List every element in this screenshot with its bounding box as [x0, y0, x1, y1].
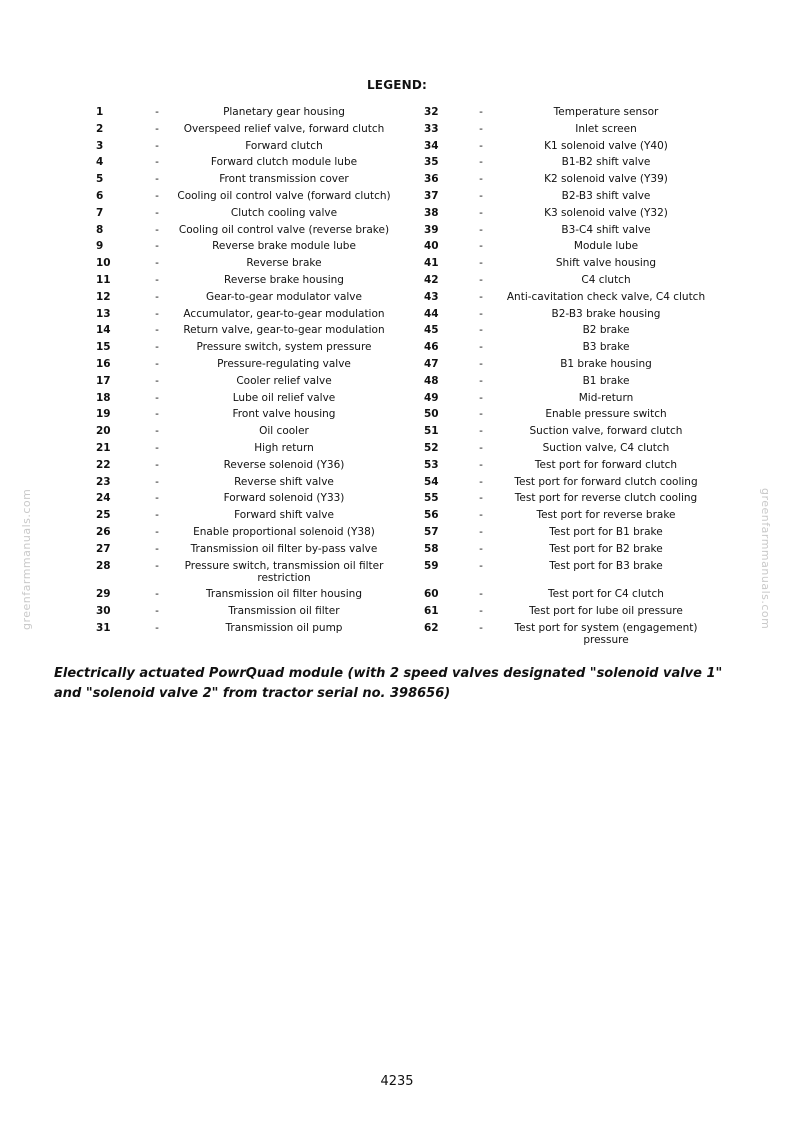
legend-right-dash: -	[479, 122, 483, 135]
legend-left-number: 15	[96, 341, 111, 354]
legend-right-dash: -	[479, 139, 483, 152]
legend-left-description: Reverse shift valve	[234, 475, 334, 488]
legend-right-number: 42	[424, 273, 439, 286]
legend-left-dash: -	[155, 273, 159, 286]
legend-right-description: K2 solenoid valve (Y39)	[544, 173, 668, 186]
legend-row	[0, 406, 794, 423]
legend-left-number: 31	[96, 621, 111, 634]
page-number: 4235	[380, 1074, 414, 1089]
legend-right-number: 35	[424, 156, 439, 169]
legend-left-description: Transmission oil filter housing	[206, 588, 362, 601]
legend-right-number: 34	[424, 139, 439, 152]
legend-left-dash: -	[155, 441, 159, 454]
legend-right-dash: -	[479, 475, 483, 488]
legend-row	[0, 188, 794, 205]
legend-left-number: 7	[96, 206, 104, 219]
legend-row	[0, 322, 794, 339]
legend-left-number: 29	[96, 588, 111, 601]
legend-left-number: 20	[96, 425, 111, 438]
legend-right-number: 37	[424, 189, 439, 202]
legend-left-description: Gear-to-gear modulator valve	[206, 290, 362, 303]
legend-row	[0, 356, 794, 373]
legend-left-dash: -	[155, 106, 159, 118]
legend-right-dash: -	[479, 290, 483, 303]
legend-row	[0, 104, 794, 121]
legend-right-number: 56	[424, 509, 439, 522]
legend-left-number: 3	[96, 139, 104, 152]
legend-left-description: Reverse solenoid (Y36)	[223, 458, 345, 471]
legend-right-dash: -	[479, 273, 483, 286]
legend-right-description: Suction valve, forward clutch	[529, 425, 683, 438]
legend-left-description: Cooler relief valve	[236, 374, 332, 387]
legend-right-dash: -	[479, 374, 483, 387]
legend-left-number: 25	[96, 509, 111, 522]
legend-row	[0, 620, 794, 649]
legend-right-description: Test port for forward clutch	[534, 458, 678, 471]
legend-left-number: 17	[96, 374, 111, 387]
legend-right-number: 38	[424, 206, 439, 219]
legend-left-description: Lube oil relief valve	[232, 391, 336, 404]
legend-right-description: B3-C4 shift valve	[561, 223, 651, 236]
legend-right-number: 51	[424, 425, 439, 438]
legend-right-description: B3 brake	[582, 341, 630, 354]
legend-right-number: 55	[424, 492, 439, 505]
legend-right-number: 46	[424, 341, 439, 354]
legend-left-number: 23	[96, 475, 111, 488]
legend-left-dash: -	[155, 542, 159, 555]
legend-right-description: Test port for C4 clutch	[548, 588, 664, 601]
legend-left-description: Forward clutch	[245, 139, 323, 152]
legend-right-number: 50	[424, 408, 439, 421]
legend-right-number: 49	[424, 391, 439, 404]
legend-right-description: B2-B3 shift valve	[561, 189, 651, 202]
legend-left-description: Transmission oil filter	[228, 604, 340, 617]
legend-right-description: K1 solenoid valve (Y40)	[544, 139, 668, 152]
legend-right-number: 58	[424, 542, 439, 555]
legend-right-number: 48	[424, 374, 439, 387]
legend-right-dash: -	[479, 357, 483, 370]
legend-right-number: 47	[424, 357, 439, 370]
legend-right-number: 36	[424, 173, 439, 186]
legend-left-dash: -	[155, 525, 159, 538]
watermark-right: greenfarmmanuals.com	[759, 488, 772, 630]
legend-left-dash: -	[155, 324, 159, 337]
legend-right-number: 39	[424, 223, 439, 236]
legend-left-number: 19	[96, 408, 111, 421]
legend-left-description: Transmission oil filter by-pass valve	[190, 542, 378, 555]
legend-right-dash: -	[479, 441, 483, 454]
legend-right-dash: -	[479, 189, 483, 202]
legend-left-dash: -	[155, 307, 159, 320]
legend-left-description: Front transmission cover	[219, 173, 349, 186]
legend-left-dash: -	[155, 223, 159, 236]
legend-right-description: C4 clutch	[581, 273, 631, 286]
legend-row	[0, 238, 794, 255]
legend-left-description: Reverse brake module lube	[212, 240, 356, 253]
legend-right-number: 61	[424, 604, 439, 617]
legend-right-dash: -	[479, 621, 483, 634]
legend-right-dash: -	[479, 206, 483, 219]
legend-title: LEGEND:	[366, 78, 428, 92]
legend-left-dash: -	[155, 559, 159, 572]
legend-right-description: Module lube	[573, 240, 639, 253]
legend-left-description: Reverse brake housing	[224, 273, 344, 286]
legend-right-dash: -	[479, 307, 483, 320]
legend-left-dash: -	[155, 139, 159, 152]
legend-left-dash: -	[155, 189, 159, 202]
legend-left-dash: -	[155, 458, 159, 471]
legend-left-dash: -	[155, 621, 159, 634]
legend-right-number: 44	[424, 307, 439, 320]
legend-right-description: Inlet screen	[575, 122, 637, 135]
legend-right-description: B1 brake	[582, 374, 630, 387]
legend-right-dash: -	[479, 173, 483, 186]
legend-right-description: Test port for system (engagement) pressure	[514, 621, 698, 646]
legend-row	[0, 586, 794, 603]
legend-left-description: Enable proportional solenoid (Y38)	[193, 525, 375, 538]
legend-row	[0, 255, 794, 272]
legend-row	[0, 289, 794, 306]
legend-left-number: 5	[96, 173, 104, 186]
legend-left-number: 18	[96, 391, 111, 404]
legend-right-description: Test port for reverse brake	[536, 509, 676, 522]
legend-right-number: 57	[424, 525, 439, 538]
legend-row	[0, 272, 794, 289]
legend-left-number: 1	[96, 106, 104, 118]
legend-left-dash: -	[155, 206, 159, 219]
legend-left-description: Transmission oil pump	[225, 621, 343, 634]
legend-left-description: Pressure switch, transmission oil filter restriction	[184, 559, 384, 584]
legend-row	[0, 558, 794, 587]
legend-left-dash: -	[155, 357, 159, 370]
legend-left-dash: -	[155, 509, 159, 522]
legend-right-description: B1-B2 shift valve	[561, 156, 651, 169]
legend-left-dash: -	[155, 588, 159, 601]
legend-left-number: 21	[96, 441, 111, 454]
legend-right-description: Test port for B2 brake	[549, 542, 663, 555]
legend-left-description: Overspeed relief valve, forward clutch	[183, 122, 385, 135]
legend-left-dash: -	[155, 290, 159, 303]
legend-left-number: 28	[96, 559, 111, 572]
legend-right-description: Anti-cavitation check valve, C4 clutch	[506, 290, 706, 303]
legend-right-number: 62	[424, 621, 439, 634]
legend-left-number: 13	[96, 307, 111, 320]
legend-left-description: Forward solenoid (Y33)	[223, 492, 345, 505]
legend-left-number: 8	[96, 223, 104, 236]
legend-left-description: Forward shift valve	[234, 509, 334, 522]
legend-left-description: Planetary gear housing	[223, 106, 345, 118]
legend-left-dash: -	[155, 492, 159, 505]
legend-left-dash: -	[155, 240, 159, 253]
legend-right-dash: -	[479, 492, 483, 505]
legend-row	[0, 390, 794, 407]
legend-row	[0, 171, 794, 188]
legend-right-dash: -	[479, 458, 483, 471]
legend-left-description: Pressure-regulating valve	[217, 357, 351, 370]
legend-row	[0, 603, 794, 620]
legend-right-description: Test port for reverse clutch cooling	[514, 492, 698, 505]
legend-right-dash: -	[479, 604, 483, 617]
legend-row	[0, 306, 794, 323]
legend-left-dash: -	[155, 257, 159, 270]
legend-right-description: Shift valve housing	[555, 257, 657, 270]
legend-left-number: 6	[96, 189, 104, 202]
legend-right-number: 60	[424, 588, 439, 601]
legend-right-dash: -	[479, 257, 483, 270]
legend-right-description: Suction valve, C4 clutch	[542, 441, 670, 454]
legend-right-number: 52	[424, 441, 439, 454]
legend-right-dash: -	[479, 391, 483, 404]
legend-row	[0, 440, 794, 457]
legend-left-description: Forward clutch module lube	[210, 156, 358, 169]
legend-left-number: 4	[96, 156, 104, 169]
legend-right-number: 40	[424, 240, 439, 253]
legend-row	[0, 474, 794, 491]
legend-right-dash: -	[479, 156, 483, 169]
legend-left-number: 14	[96, 324, 111, 337]
legend-left-description: Reverse brake	[246, 257, 322, 270]
legend-right-dash: -	[479, 559, 483, 572]
legend-right-number: 53	[424, 458, 439, 471]
legend-left-dash: -	[155, 604, 159, 617]
legend-row	[0, 541, 794, 558]
legend-right-dash: -	[479, 223, 483, 236]
legend-list	[0, 104, 794, 648]
legend-left-description: Accumulator, gear-to-gear modulation	[183, 307, 385, 320]
figure-caption: Electrically actuated PowrQuad module (with 2 speed valves designated "solenoid valve 1" and "solenoid valve 2" from tractor serial no. 398656)	[54, 666, 723, 701]
legend-right-description: Enable pressure switch	[545, 408, 667, 421]
legend-row	[0, 507, 794, 524]
legend-row	[0, 205, 794, 222]
legend-left-dash: -	[155, 173, 159, 186]
legend-right-number: 43	[424, 290, 439, 303]
legend-right-dash: -	[479, 240, 483, 253]
legend-left-number: 27	[96, 542, 111, 555]
legend-right-dash: -	[479, 324, 483, 337]
legend-right-dash: -	[479, 106, 483, 118]
legend-right-number: 45	[424, 324, 439, 337]
legend-right-dash: -	[479, 525, 483, 538]
legend-left-dash: -	[155, 425, 159, 438]
legend-left-number: 16	[96, 357, 111, 370]
legend-left-dash: -	[155, 391, 159, 404]
legend-row	[0, 339, 794, 356]
legend-right-number: 59	[424, 559, 439, 572]
legend-right-description: B2-B3 brake housing	[551, 307, 661, 320]
legend-left-number: 12	[96, 290, 111, 303]
legend-left-description: Oil cooler	[259, 425, 309, 438]
legend-right-description: B1 brake housing	[560, 357, 652, 370]
legend-right-number: 41	[424, 257, 439, 270]
legend-row	[0, 121, 794, 138]
legend-row	[0, 524, 794, 541]
legend-row	[0, 423, 794, 440]
legend-right-number: 54	[424, 475, 439, 488]
legend-left-number: 11	[96, 273, 111, 286]
legend-left-description: Clutch cooling valve	[230, 206, 338, 219]
legend-left-number: 26	[96, 525, 111, 538]
legend-left-description: High return	[254, 441, 314, 454]
legend-row	[0, 490, 794, 507]
legend-left-dash: -	[155, 408, 159, 421]
legend-left-description: Return valve, gear-to-gear modulation	[183, 324, 385, 337]
legend-right-dash: -	[479, 509, 483, 522]
legend-right-dash: -	[479, 341, 483, 354]
legend-row	[0, 138, 794, 155]
legend-right-dash: -	[479, 425, 483, 438]
legend-row	[0, 373, 794, 390]
legend-right-description: B2 brake	[582, 324, 630, 337]
legend-left-dash: -	[155, 341, 159, 354]
legend-right-description: K3 solenoid valve (Y32)	[544, 206, 668, 219]
legend-right-description: Test port for B1 brake	[549, 525, 663, 538]
legend-right-dash: -	[479, 588, 483, 601]
legend-left-description: Cooling oil control valve (forward clutch)	[177, 189, 391, 202]
legend-right-description: Temperature sensor	[553, 106, 659, 118]
legend-left-description: Front valve housing	[232, 408, 336, 421]
legend-right-dash: -	[479, 408, 483, 421]
legend-left-description: Cooling oil control valve (reverse brake)	[178, 223, 390, 236]
legend-left-number: 10	[96, 257, 111, 270]
legend-left-dash: -	[155, 475, 159, 488]
legend-right-number: 33	[424, 122, 439, 135]
legend-right-description: Test port for forward clutch cooling	[514, 475, 698, 488]
legend-left-number: 30	[96, 604, 111, 617]
legend-right-description: Mid-return	[578, 391, 634, 404]
legend-left-dash: -	[155, 374, 159, 387]
legend-right-description: Test port for lube oil pressure	[529, 604, 683, 617]
legend-right-description: Test port for B3 brake	[549, 559, 663, 572]
legend-left-description: Pressure switch, system pressure	[196, 341, 372, 354]
legend-row	[0, 222, 794, 239]
legend-right-number: 32	[424, 106, 439, 118]
legend-left-dash: -	[155, 122, 159, 135]
legend-left-number: 9	[96, 240, 104, 253]
legend-left-number: 2	[96, 122, 104, 135]
legend-row	[0, 457, 794, 474]
legend-left-dash: -	[155, 156, 159, 169]
watermark-left: greenfarmmanuals.com	[20, 488, 33, 630]
legend-left-number: 22	[96, 458, 111, 471]
legend-left-number: 24	[96, 492, 111, 505]
legend-right-dash: -	[479, 542, 483, 555]
legend-row	[0, 154, 794, 171]
